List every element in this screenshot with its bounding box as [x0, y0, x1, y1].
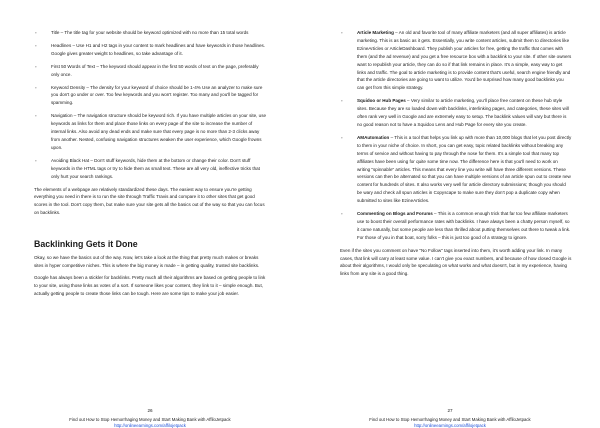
page-27-content — [340, 29, 572, 282]
closing-paragraph: Even if the sites you comment on have "No Follow" tags inserted into them, it's worth adding your link. In many cases, that link will carry at least some value. I can't give you exact numbers, and because of how closed Google is about their algorithms, I would only be speculating on what works and what doesn't, but in my experience, having links from any site is a good thing. — [340, 247, 572, 277]
intro-paragraph: The elements of a webpage are relatively standardized these days. The easiest way to ensure you're getting everything you need in there is to run the site through Traffic Travis and compare it to other sites that get good scores in the tool. Don't copy them, but make sure your site gets all the basics out of the way so that you can focus on backlinks. — [34, 186, 265, 216]
page-footer — [0, 417, 300, 428]
body-paragraph: Okay, so we have the basics out of the way. Now, let's take a look at the thing that pretty much makes or breaks sites in hyper competitive niches. This is where the big money is made – in getting quality, trusted site backlinks. — [34, 255, 260, 269]
square-bullet-icon: ▫ — [35, 84, 37, 90]
square-bullet-icon: ▫ — [341, 30, 343, 35]
list-item: ▫ AMAutomation – This is a tool that helps you link up with more than 10,000 blogs that let you post directly to them in your niche of choice. In short, you can get easy, topic related backlinks without breaking any terms of service and without having to pay through the nose for them. It's a simple tool that many top affiliates have been using for quite some time now. The difference here is that you'll need to work on writing "spinnable" articles. This means that every line you write will have three different versions. These versions can then be alternated so that you can have multiple versions of an article spun out to create new content for hundreds of sites. It also works very well for article directory submissions; though you should be wary and check all spun articles in Copyscape to make sure they don't pop a duplicate copy when submitted to sites like EzineArticles. — [341, 134, 572, 204]
page-number: 26 — [147, 408, 153, 413]
list-item-title: Squidoo or Hub Pages — [357, 98, 406, 104]
square-bullet-icon: ▫ — [35, 113, 37, 119]
footer-link[interactable]: http://onlineearnings.com/affilojetpack — [414, 422, 486, 428]
list-item: ▫ Navigation – The navigation structure should be keyword rich. If you have multiple articles on your site, use keywords as links for them and place those links on every page of the site to increase the number of internal links. Also avoid any dead ends and make sure that every page is no more than 2-3 clicks away from another. Nested, confusing navigation structures weaken the user experience, which Google frowns upon. — [35, 113, 266, 150]
body-paragraph: Google has always been a stickler for backlinks. Pretty much all their algorithms are based on getting people to link to your site, using those links as votes of a sort. If someone likes your content, they link to it – simple enough. But, actually getting people to create those links can be tough. Here are some tips to make your job easier. — [34, 274, 266, 296]
square-bullet-icon: ▫ — [35, 42, 37, 48]
square-bullet-icon: ▫ — [341, 211, 343, 217]
list-item: ▫ Title – The title tag for your website should be keyword optimized with no more than 15 total words — [35, 30, 249, 35]
list-item-title: Commenting on Blogs and Forums — [357, 211, 433, 217]
list-item: ▫ First 50 Words of Text – The keyword should appear in the first 50 words of text on the page, preferably only once. — [35, 63, 259, 77]
list-item-title: AMAutomation — [357, 134, 390, 140]
section-spacer — [34, 221, 266, 239]
list-item: ▫ Keyword Density – The density for your keyword of choice should be 1-4% Use an analyzer to make sure you don't go under or over. Too few keywords and you won't register. Too many and you'll be tagged for spamming. — [35, 84, 263, 106]
square-bullet-icon: ▫ — [341, 98, 343, 104]
footer-link[interactable]: http://onlineearnings.com/affilojetpack — [114, 422, 186, 428]
square-bullet-icon: ▫ — [35, 63, 37, 69]
list-item-title: Article Marketing — [357, 30, 394, 35]
footer-text: Find out How to Stop Hemorrhaging Money and Start Making Bank with AffiloJetpack — [69, 417, 231, 422]
page-footer — [300, 417, 600, 428]
list-item: ▫ Article Marketing – An old and favorite tool of many affiliate marketers (and all super affiliates) is article marketing. This is as basic as it gets. Essentially, you write content articles, submit them to directories like EzineArticles or ArticleDashboard. They publish your articles for free, getting the traffic that comes with them (and the ad revenue) and you get a free resource box with a backlink to your site. If other site owners want to republish your article, they can do so if that link remains in place. It's a simple, easy way to get links and traffic. The goal to article marketing is to provide content that's useful, search engine friendly and that the article directories are going to want to utilize. You'd be surprised how many good backlinks you can get from this simple strategy. — [341, 30, 572, 91]
square-bullet-icon: ▫ — [341, 134, 343, 140]
square-bullet-icon: ▫ — [35, 30, 37, 35]
seo-tips-list — [34, 29, 266, 181]
list-item: ▫ Squidoo or Hub Pages – Very similar to article marketing, you'll place free content on these hub style sites. Because they are so loaded down with backlinks, interlinking pages, and categories, these sites will often rank very well in Google and are extremely easy to setup. The backlink values will vary but there is no good reason not to have a Squidoo Lens and Hub Page for every site you create. — [341, 98, 569, 127]
backlink-strategies-list — [340, 29, 572, 242]
page-26-content — [34, 29, 266, 302]
list-item: ▫ Headlines – Use H1 and H2 tags in your content to mark headlines and have keywords in those headlines. Google gives greater weight to headlines, so take advantage of it. — [35, 42, 266, 56]
square-bullet-icon: ▫ — [35, 157, 37, 163]
footer-text: Find out How to Stop Hemorrhaging Money and Start Making Bank with AffiloJetpack — [369, 417, 531, 422]
page-27 — [300, 0, 600, 428]
list-item: ▫ Avoiding Black Hat – Don't stuff keywords, hide them at the bottom or change their color. Don't stuff keywords in the HTML tags or try to hide them as small text. These are all very old, ineffective tricks that only hurt your search rankings. — [35, 157, 260, 179]
page-number: 27 — [447, 408, 453, 413]
section-heading: Backlinking Gets it Done — [34, 239, 138, 250]
list-item: ▫ Commenting on Blogs and Forums – This is a common enough trick that far too few affiliate marketers use to boost their overall performance rates with backlinks. I have always been a chatty person myself, so it came naturally, but some people are less than thrilled about putting themselves out there to tweak a link. For those of you in that boat, sorry folks – this is just too good of a strategy to ignore. — [341, 211, 571, 240]
